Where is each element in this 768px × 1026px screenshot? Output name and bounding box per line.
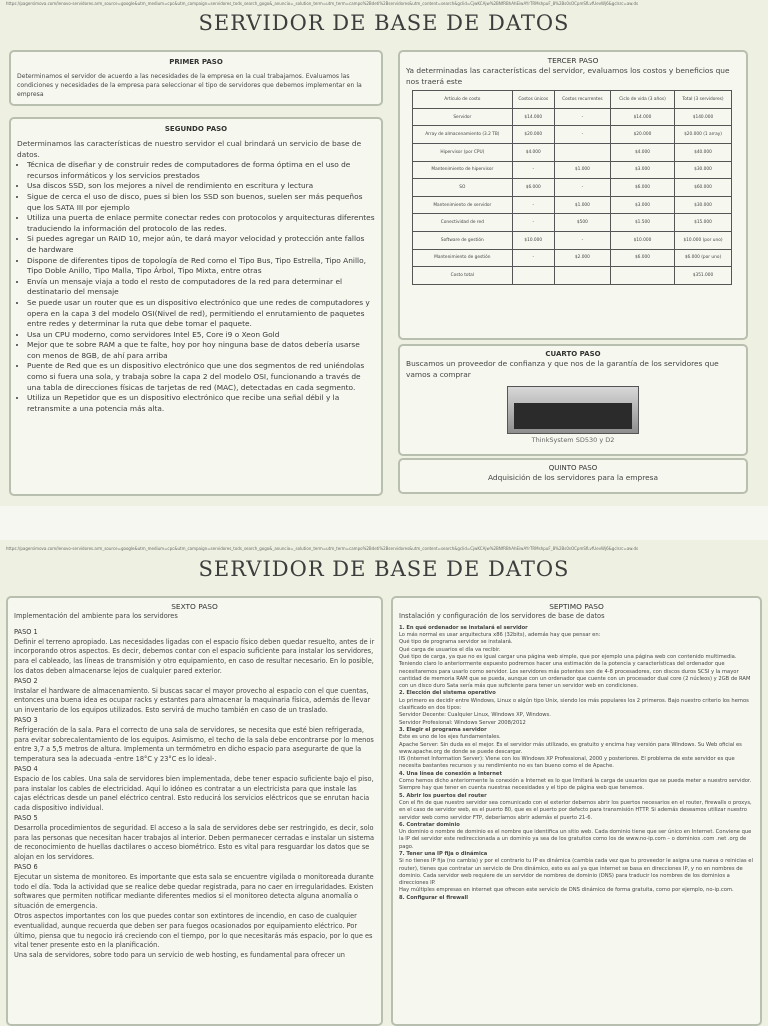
septimo-paso-title: SEPTIMO PASO	[549, 602, 604, 611]
table-cell: $15.000	[674, 214, 731, 232]
table-cell	[554, 267, 610, 285]
table-cell: $20.000	[610, 126, 674, 144]
table-cell: Mantenimiento de gestión	[413, 249, 513, 267]
table-cell: $10.000	[512, 231, 554, 249]
table-cell: $3.000	[610, 196, 674, 214]
sexto-paso-intro: Implementación del ambiente para los servidores	[14, 612, 178, 620]
block-heading: 1. En qué ordenador se instalará el servidor	[399, 624, 528, 631]
table-cell: Mantenimiento de servidor	[413, 196, 513, 214]
table-cell: $1.000	[554, 161, 610, 179]
table-cell: $1.000	[554, 196, 610, 214]
list-item: • Servidor Decente: Cualquier Linux, Windows XP, Windows.	[399, 712, 754, 719]
primer-paso-text: Determinamos el servidor de acuerdo a las necesidades de la empresa en la cual trabajamos. Evaluamos las condiciones y necesidades de la empresa para seleccionar el tipo de servidores que debemos implementar en la empresa	[17, 73, 362, 98]
sexto-paso-box	[6, 596, 383, 1026]
server-caption: ThinkSystem SD530 y D2	[531, 436, 615, 445]
table-row	[413, 196, 732, 214]
table-cell: $6.000	[610, 249, 674, 267]
block-text: Hay múltiples empresas en internet que ofrecen este servicio de DNS dinámico de forma gratuita, como por ejemplo, no-ip.com.	[399, 887, 734, 894]
table-cell: $60.000	[674, 179, 731, 197]
list-item: • Usa un CPU moderno, como servidores Intel E5, Core i9 o Xeon Gold	[27, 330, 375, 341]
table-cell: $40.000	[674, 143, 731, 161]
primer-paso-box	[9, 50, 383, 106]
table-cell: $2.000	[554, 249, 610, 267]
block-heading: 8. Configurar el firewall	[399, 894, 468, 901]
table-header-cell: Costos únicos	[512, 91, 554, 109]
server-image	[507, 386, 639, 434]
block-text: Este es uno de los ejes fundamentales.	[399, 734, 501, 741]
list-item: • Qué tipo de programa servidor se instalará.	[399, 639, 754, 646]
primer-paso-title: PRIMER PASO	[169, 58, 223, 66]
table-cell: Conectividad de red	[413, 214, 513, 232]
list-item: • Utiliza un Repetidor que es un dispositivo electrónico que recibe una señal débil y la retransmite a una potencia más alta.	[27, 393, 375, 414]
step-text: Otros aspectos importantes con los que puedes contar son extintores de incendio, en caso de cualquier eventualidad, aunque recuerda que deben ser para fuegos ocasionados por equipamiento eléctrico. Por último, piensa que tu negocio irá creciendo con el tiempo, por lo que necesitarás más espacio, por lo que es vital tener presente esto en la planificación.	[14, 911, 373, 950]
table-cell: $14.000	[512, 108, 554, 126]
list-item: • Servidor Profesional: Windows Server 2008/2012	[399, 720, 754, 727]
table-cell: $1.500	[610, 214, 674, 232]
table-cell: Software de gestión	[413, 231, 513, 249]
list-item: • Si puedes agregar un RAID 10, mejor aún, te dará mayor velocidad y protección ante fallos de hardware	[27, 234, 375, 255]
table-row	[413, 108, 732, 126]
table-header-cell: Total (3 servidores)	[674, 91, 731, 109]
table-cell: $14.000	[610, 108, 674, 126]
segundo-paso-title: SEGUNDO PASO	[164, 125, 228, 133]
quinto-paso-text: Adquisición de los servidores para la empresa	[488, 473, 658, 482]
step-text: Espacio de los cables. Una sala de servidores bien implementada, debe tener espacio suficiente bajo el piso, para instalar los cables de electricidad. Aquí lo idóneo es contratar a un electricista para que instale las cajas eléctricas desde un panel eléctrico central. Esto reducirá los servicios eléctricos que se enrutan hacia cada dispositivo individual.	[14, 774, 374, 813]
block-heading: 5. Abrir los puertos del router	[399, 792, 487, 799]
table-cell: Mantenimiento de hipervisor	[413, 161, 513, 179]
table-cell: $3.000	[610, 161, 674, 179]
table-cell	[554, 143, 610, 161]
table-row	[413, 249, 732, 267]
list-item: • Sigue de cerca el uso de disco, pues si bien los SSD son buenos, suelen ser más pequeños que los SATA III por ejemplo	[27, 192, 375, 213]
step-text: Instalar el hardware de almacenamiento. Si buscas sacar el mayor provecho al espacio con el que cuentas, entonces una buena idea es ocupar racks y estantes para almacenar la maquinaria física, además de llevar un inventario de los equipos utilizados. Esto servirá de mucho también en caso de un traslado.	[14, 686, 371, 715]
block-list	[393, 742, 760, 771]
list-item: • Puente de Red que es un dispositivo electrónico que une dos segmentos de red uniéndolas como si fuera una sola, y trabaja sobre la capa 2 del modelo OSI, funcionando a través de una tabla de direcciones físicas de tarjetas de red (MAC), detectadas en cada segmento.	[27, 361, 375, 393]
table-cell: $20.000	[512, 126, 554, 144]
table-row	[413, 179, 732, 197]
list-item: • Mejor que te sobre RAM a que te falte, hoy por hoy ninguna base de datos debería usarse con menos de 8GB, de ahí para arriba	[27, 340, 375, 361]
list-item: • Qué carga de usuarios el día va recibir.	[399, 647, 754, 654]
table-cell	[610, 267, 674, 285]
step-label: PASO 1	[14, 627, 38, 636]
cuarto-paso-box	[398, 344, 748, 456]
tercer-paso-title: TERCER PASO	[547, 56, 599, 65]
segundo-paso-box	[9, 117, 383, 496]
table-cell	[512, 267, 554, 285]
table-cell: $4.000	[512, 143, 554, 161]
table-cell: $6.000	[512, 179, 554, 197]
block-list	[393, 639, 760, 661]
segundo-paso-list	[11, 160, 381, 414]
table-cell: $30.000	[674, 196, 731, 214]
list-item: • Técnica de diseñar y de construir redes de computadores de forma óptima en el uso de recursos informáticos y los servicios prestados	[27, 160, 375, 181]
step-label: PASO 3	[14, 715, 38, 724]
step-text: Desarrolla procedimientos de seguridad. El acceso a la sala de servidores debe ser restringido, es decir, solo para las personas que necesitan hacer trabajos al interior. Deben permanecer cerradas e instalar un sistema de reconocimiento de huellas dactilares o acceso biométrico. Esto es vital para resguardar los datos que se alojan en los servidores.	[14, 823, 375, 862]
table-cell: -	[554, 126, 610, 144]
step-text: Una sala de servidores, sobre todo para un servicio de web hosting, es fundamental para ofrecer un	[14, 951, 345, 960]
block-heading: 6. Contratar dominio	[399, 821, 460, 828]
document-page-1	[0, 0, 768, 508]
block-text: Como hemos dicho anteriormente la conexión a Internet es lo que limitará la carga de usuarios que se pueda meter a nuestro servidor. Siempre hay que tener en cuenta nuestras necesidades y el tipo de página web que tenemos.	[399, 778, 752, 792]
table-header-row	[413, 91, 732, 109]
segundo-paso-intro: Determinamos las características de nuestro servidor el cual brindará un servicio de base de datos.	[17, 139, 362, 159]
table-header-cell: Artículo de costo	[413, 91, 513, 109]
table-cell: $6.000 (por uno)	[674, 249, 731, 267]
document-page-2	[0, 540, 768, 1024]
table-cell: -	[512, 196, 554, 214]
block-text: Teniendo claro lo anteriormente expuesto podremos hacer una estimación de la potencia y características del ordenador que necesitaremos para usarlo como servidor. Los servidores más potentes son de 4-8 procesadores, con discos duros SCSI y la mayor cantidad de memoria RAM que se pueda, aunque con un ordenador que cuente con un procesador dual core (2 núcleos) y 2GB de RAM con un disco duro Sata sería más que suficiente para tener un servidor web en condiciones.	[399, 661, 751, 690]
block-text: Lo más normal es usar arquitectura x86 (32bits), además hay que pensar en:	[399, 632, 601, 639]
list-item: • IIS (Internet Information Server): Viene con los Windows XP Professional, 2000 y posteriores. El problema de este servidor es que necesita bastantes recursos y su rendimiento no es tan bueno como el de Apache.	[399, 756, 754, 771]
table-cell: $20.000 (1 array)	[674, 126, 731, 144]
table-cell: SO	[413, 179, 513, 197]
table-cell: Hipervisor (por CPU)	[413, 143, 513, 161]
page-banner-title: SERVIDOR DE BASE DE DATOS	[198, 11, 570, 35]
table-cell: -	[554, 108, 610, 126]
septimo-paso-box	[391, 596, 762, 1026]
table-row	[413, 161, 732, 179]
step-label: PASO 2	[14, 676, 38, 685]
sexto-paso-title: SEXTO PASO	[171, 602, 218, 611]
table-cell: Array de almacenamiento (3.2 TB)	[413, 126, 513, 144]
tercer-paso-text: Ya determinadas las características del servidor, evaluamos los costos y beneficios que nos traerá este	[406, 66, 730, 86]
table-cell: -	[512, 214, 554, 232]
table-row	[413, 214, 732, 232]
tercer-paso-box	[398, 50, 748, 340]
block-list	[393, 712, 760, 727]
septimo-paso-intro: Instalación y configuración de los servidores de base de datos	[399, 612, 605, 620]
table-cell: -	[512, 161, 554, 179]
table-cell: $351.000	[674, 267, 731, 285]
table-header-cell: Costos recurrentes	[554, 91, 610, 109]
page-url: https://pagersimova.com/lenovo-servidores.arm_source=google&utm_medium=cpc&utm_campaign=servidores_tods_search_gogo&_anuncio=_solution_term=utm_term=campo%2Bdeti%2Bservidores&utm_content=search&gclid=CjwKCAjw%2BNfRBhAhEiwAYrTRMshpuF_8%2Bs0sOCpmSfLvfUevWj6&gclsrc=aw.ds	[6, 546, 639, 551]
table-cell: $30.000	[674, 161, 731, 179]
list-item: • Envía un mensaje viaja a todo el resto de computadores de la red para determinar el destinatario del mensaje	[27, 277, 375, 298]
block-heading: 2. Elección del sistema operativo	[399, 690, 496, 697]
cost-table	[412, 90, 732, 285]
block-heading: 7. Tener una IP fija o dinámica	[399, 851, 488, 857]
table-cell: $4.000	[610, 143, 674, 161]
table-cell: Servidor	[413, 108, 513, 126]
quinto-paso-box	[398, 458, 748, 494]
table-cell: Costo total	[413, 267, 513, 285]
step-text: Definir el terreno apropiado. Las necesidades ligadas con el espacio físico deben quedar resuelto, antes de ir incorporando otros aspectos. Es decir, debemos contar con el espacio suficiente para instalar los servidores, para el cableado, las líneas de transmisión y otro equipamiento, en caso de resultar necesario. En lo posible, los datos deben almacenarse lejos de cualquier pared exterior.	[14, 637, 375, 675]
page-separator	[0, 506, 768, 540]
table-cell: $140.000	[674, 108, 731, 126]
block-heading: 4. Una línea de conexión a Internet	[399, 770, 502, 777]
step-label: PASO 6	[14, 862, 38, 871]
table-cell: -	[554, 231, 610, 249]
list-item: • Qué tipo de carga, ya que no es igual cargar una página web simple, que por ejemplo una página web con contenido multimedia.	[399, 654, 754, 661]
table-row	[413, 231, 732, 249]
table-cell: $500	[554, 214, 610, 232]
block-text: Un dominio o nombre de dominio es el nombre que identifica un sitio web. Cada dominio tiene que ser único en Internet. Conviene que la IP del servidor este redireccionada a un dominio ya sea de los gratuitos como los de www.no-ip.com – o dominios .com .net .org de pago.	[399, 829, 752, 850]
block-text: Si no tienes IP fija (no cambia) y por el contrario tu IP es dinámica (cambia cada vez que tu proveedor le asigna una nueva o reinicias el router), tienes que contratar un servicio de Dns dinámico, esto es así ya que internet se basa en direcciones IP, y no en nombres de dominio. Cada servidor web requiere de un servidor de nombres de dominio (DNS) para traducir los nombres de los dominios a direcciones IP.	[399, 858, 753, 887]
list-item: • Usa discos SSD, son los mejores a nivel de rendimiento en escritura y lectura	[27, 181, 375, 192]
table-cell: $6.000	[610, 179, 674, 197]
step-text: Ejecutar un sistema de monitoreo. Es importante que esta sala se encuentre vigilada o monitoreada durante todo el día. Toda la actividad que se realice debe quedar registrada, para no caer en irregularidades. Existen softwares que permiten notificar mediante diferentes medios si el monitoreo detecta alguna anomalía o situación de emergencia.	[14, 872, 374, 911]
cuarto-paso-text: Buscamos un proveedor de confianza y que nos de la garantía de los servidores que vamos a comprar	[406, 359, 719, 379]
table-row	[413, 267, 732, 285]
block-text: Con el fin de que nuestro servidor sea comunicado con el exterior debemos abrir los puertos necesarios en el router, firewalls o proxys, en el caso de servidor web, es el puerto 80, que es el puerto por defecto para transmisión HTTP. Si además deseamos utilizar nuestro servidor web como servidor FTP, deberíamos abrir además el puerto 21-6.	[399, 799, 752, 821]
list-item: • Dispone de diferentes tipos de topología de Red como el Tipo Bus, Tipo Estrella, Tipo Anillo, Tipo Doble Anillo, Tipo Malla, Tipo Árbol, Tipo Mixta, entre otras	[27, 256, 375, 277]
block-heading: 3. Elegir el programa servidor	[399, 726, 487, 733]
table-cell: -	[554, 179, 610, 197]
table-cell: -	[512, 249, 554, 267]
block-text: Lo primero es decidir entre Windows, Linux o algún tipo Unix, siendo los más populares los 2 primeros. Bajo nuestro criterio los hemos clasificado en dos tipos:	[399, 697, 749, 712]
quinto-paso-title: QUINTO PASO	[548, 464, 598, 472]
list-item: • Se puede usar un router que es un dispositivo electrónico que une redes de computadores y opera en la capa 3 del modelo OSI(Nivel de red), permitiendo el enrutamiento de paquetes entre redes y determinar la ruta que debe tomar el paquete.	[27, 298, 375, 330]
page-url: https://pagersimova.com/lenovo-servidores.arm_source=google&utm_medium=cpc&utm_campaign=servidores_tods_search_gogo&_anuncio=_solution_term=utm_term=campo%2Bdeti%2Bservidores&utm_content=search&gclid=CjwKCAjw%2BNfRBhAhEiwAYrTRMshpuF_8%2Bs0sOCpmSfLvfUevWj6&gclsrc=aw.ds	[6, 1, 639, 6]
list-item: • Apache Server: Sin duda es el mejor. Es el servidor más utilizado, es gratuito y encima hay versión para Windows. Su Web oficial es www.apache.org de donde se puede descargar.	[399, 742, 754, 757]
cuarto-paso-title: CUARTO PASO	[545, 350, 601, 358]
list-item: • Utiliza una puerta de enlace permite conectar redes con protocolos y arquitecturas diferentes traduciendo la información del protocolo de las redes.	[27, 213, 375, 234]
table-cell: $10.000	[610, 231, 674, 249]
page-banner-title: SERVIDOR DE BASE DE DATOS	[198, 557, 570, 581]
step-label: PASO 5	[14, 813, 38, 822]
table-row	[413, 143, 732, 161]
step-label: PASO 4	[14, 764, 38, 773]
table-row	[413, 126, 732, 144]
table-cell: $10.000 (por uno)	[674, 231, 731, 249]
step-text: Refrigeración de la sala. Para el correcto de una sala de servidores, se necesita que esté bien refrigerada, para evitar sobrecalentamiento de los equipos. Asimismo, el techo de la sala debe encontrarse por lo menos entre 3,7 a 5,5 metros de altura. Implementa un termómetro en dicho espacio para asegurarte de que la temperatura sea la adecuada -entre 18°C y 23°C es lo ideal-.	[14, 725, 374, 764]
table-header-cell: Ciclo de vida (3 años)	[610, 91, 674, 109]
